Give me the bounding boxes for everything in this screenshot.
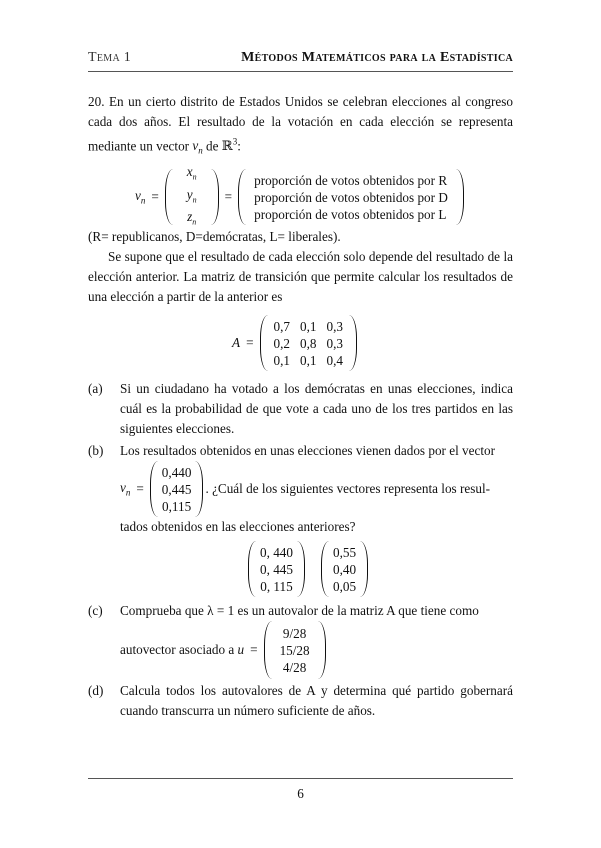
problem-number: 20. xyxy=(88,94,105,109)
item-c-eigenvector: autovector asociado a u = 9/28 15/28 4/28 xyxy=(120,621,513,679)
intro-text: En un cierto distrito de Estados Unidos se celebran elecciones al congreso cada dos años. El resultado de la votación en cada elección se representa mediante un vector xyxy=(88,94,514,154)
item-b-vector: $v_n$ = 0,440 0,445 0,115 . ¿Cuál de los siguientes vectores representa los resul- xyxy=(120,461,513,517)
vn-components-matrix: $x_n$ $y_n$ $z_n$ xyxy=(165,169,219,225)
item-b-text3: tados obtenidos en las elecciones anteriores? xyxy=(120,519,356,535)
transition-paragraph: Se supone que el resultado de cada elección solo depende del resultado de la elección anterior. La matriz de transición que permite calcular los resultados de una elección a partir de la anterior es xyxy=(88,249,513,305)
vn-symbol: $v_n$ xyxy=(192,138,203,157)
item-a: (a) Si un ciudadano ha votado a los demócratas en unas elecciones, indica cuál es la probabilidad de que vote a cada uno de los tres partidos en las siguientes elecciones. xyxy=(88,381,513,437)
intro-tail: de xyxy=(206,138,219,154)
problem-intro: 20. En un cierto distrito de Estados Unidos se celebran elecciones al congreso cada dos años. El resultado de la votación en cada elección se representa mediante un vector $v_n$ de ℝ$^3$: xyxy=(88,94,514,157)
matrix-A: A = 0,7 0,1 0,3 0,2 0,8 0,3 0,1 0,1 0,4 xyxy=(232,315,513,371)
header-rule xyxy=(88,71,513,72)
vn-lhs: $v_n$ xyxy=(135,188,146,206)
page-body xyxy=(88,92,513,721)
option-vector-2: 0,55 0,40 0,05 xyxy=(321,541,368,597)
vn-equation: $v_n$ = $x_n$ $y_n$ $z_n$ = proporción de votos obtenidos por R proporción de votos obtenidos por D proporción de votos obtenidos por L xyxy=(135,169,513,225)
footer-rule xyxy=(88,778,513,779)
page-number: 6 xyxy=(297,786,304,801)
header-title: Métodos Matemáticos para la Estadística xyxy=(241,50,513,65)
option-vector-1: 0, 440 0, 445 0, 115 xyxy=(248,541,305,597)
header-chapter: Tema 1 xyxy=(88,50,132,65)
item-b: (b) Los resultados obtenidos en unas elecciones vienen dados por el vector xyxy=(88,443,496,459)
item-b-options xyxy=(248,541,513,597)
r3-symbol: ℝ$^3$ xyxy=(221,137,238,154)
vn-description-matrix: proporción de votos obtenidos por R proporción de votos obtenidos por D proporción de votos obtenidos por L xyxy=(238,169,464,225)
item-d: (d) Calcula todos los autovalores de A y determina qué partido gobernará cuando transcurra un número suficiente de años. xyxy=(88,683,513,719)
item-c: (c) Comprueba que λ = 1 es un autovalor de la matriz A que tiene como xyxy=(88,603,479,619)
party-legend: (R= republicanos, D=demócratas, L= liberales). xyxy=(88,229,341,245)
page-header xyxy=(88,50,513,70)
